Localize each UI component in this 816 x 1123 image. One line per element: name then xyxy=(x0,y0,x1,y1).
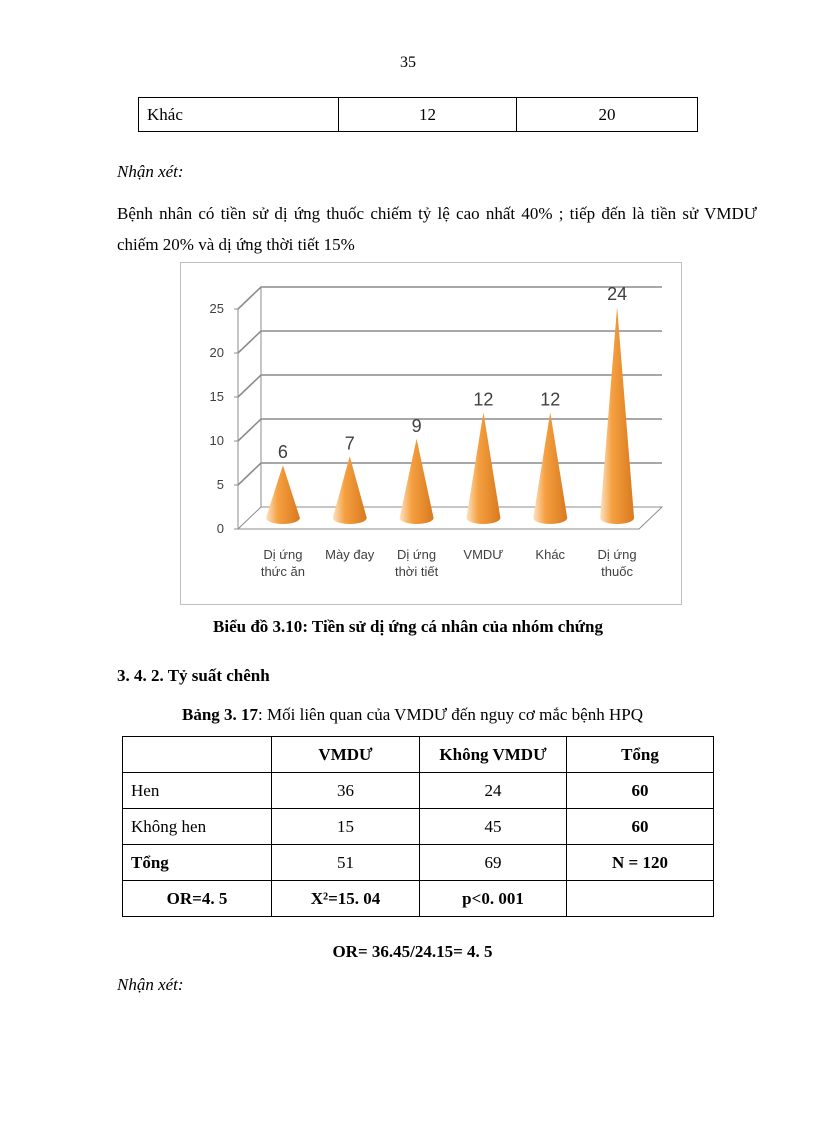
chart-floor xyxy=(238,507,662,529)
y-tick-label: 5 xyxy=(216,477,224,492)
table-row xyxy=(123,809,714,845)
table-caption-text: : Mối liên quan của VMDƯ đến nguy cơ mắc bệnh HPQ xyxy=(258,705,643,724)
table-cell: 36 xyxy=(272,773,420,809)
table-row xyxy=(123,845,714,881)
data-label: 12 xyxy=(473,389,494,410)
x-tick-label: thời tiết xyxy=(394,564,439,579)
cone-bar xyxy=(466,412,500,524)
section-heading: 3. 4. 2. Tỷ suất chênh xyxy=(117,666,270,685)
chart-caption xyxy=(0,617,816,637)
remark-paragraph: Bệnh nhân có tiền sử dị ứng thuốc chiếm tỷ lệ cao nhất 40% ; tiếp đến là tiền sử VMDƯ chiếm 20% và dị ứng thời tiết 15% xyxy=(117,204,757,254)
x-tick-label: Dị ứng xyxy=(263,547,303,562)
top-table-fragment xyxy=(138,97,698,132)
data-label: 7 xyxy=(344,433,355,454)
x-tick-label: thức ăn xyxy=(260,564,305,579)
data-label: 9 xyxy=(411,415,422,436)
table-cell xyxy=(567,881,714,917)
table-cell: X²=15. 04 xyxy=(272,881,420,917)
x-tick-label: Khác xyxy=(535,547,566,562)
cone-bar xyxy=(266,465,300,524)
table-stats-row xyxy=(123,881,714,917)
table-cell: Tổng xyxy=(123,845,272,881)
cone-bar xyxy=(400,439,434,524)
table-caption xyxy=(182,705,643,725)
table-header-cell: Không VMDƯ xyxy=(420,737,567,773)
table-header-cell: VMDƯ xyxy=(272,737,420,773)
x-tick-label: VMDƯ xyxy=(463,547,504,562)
cone-body xyxy=(266,465,300,524)
remark-label-2: Nhận xét: xyxy=(117,975,184,994)
cone-body xyxy=(400,439,434,524)
table-cell: 20 xyxy=(517,98,698,132)
table-cell: Không hen xyxy=(123,809,272,845)
cone-bar-chart xyxy=(181,263,681,604)
table-cell: 51 xyxy=(272,845,420,881)
gridline xyxy=(238,419,662,441)
gridline xyxy=(238,375,662,397)
table-cell: p<0. 001 xyxy=(420,881,567,917)
table-caption-number: Bảng 3. 17 xyxy=(182,705,259,724)
cone-bar xyxy=(333,456,367,524)
table-cell: Khác xyxy=(139,98,339,132)
table-header-row xyxy=(123,737,714,773)
y-tick-label: 20 xyxy=(209,345,224,360)
chart-frame xyxy=(180,262,682,605)
x-tick-label: Dị ứng xyxy=(597,547,637,562)
table-cell: 24 xyxy=(420,773,567,809)
table-cell: OR=4. 5 xyxy=(123,881,272,917)
table-cell: 60 xyxy=(567,809,714,845)
cone-body xyxy=(600,307,634,524)
table-cell: N = 120 xyxy=(567,845,714,881)
x-tick-label: thuốc xyxy=(601,564,633,579)
chart-caption-text: : Tiền sử dị ứng cá nhân của nhóm chứng xyxy=(302,617,603,636)
cone-bar xyxy=(600,307,634,524)
x-tick-label: Mày đay xyxy=(325,547,375,562)
table-cell: 69 xyxy=(420,845,567,881)
cone-body xyxy=(533,412,567,524)
y-tick-label: 10 xyxy=(209,433,224,448)
gridline xyxy=(238,287,662,309)
data-label: 12 xyxy=(540,389,561,410)
data-label: 6 xyxy=(277,442,288,463)
association-table xyxy=(122,736,714,917)
page-number: 35 xyxy=(400,54,416,71)
y-tick-label: 0 xyxy=(216,521,224,536)
cone-body xyxy=(333,456,367,524)
table-cell: 45 xyxy=(420,809,567,845)
table-cell: 60 xyxy=(567,773,714,809)
chart-caption-number: Biểu đồ 3.10 xyxy=(213,617,303,636)
cone-bar xyxy=(533,412,567,524)
gridline xyxy=(238,463,662,485)
table-cell: Hen xyxy=(123,773,272,809)
odds-ratio-formula: OR= 36.45/24.15= 4. 5 xyxy=(332,942,493,961)
table-cell: 15 xyxy=(272,809,420,845)
gridline xyxy=(238,331,662,353)
x-tick-label: Dị ứng xyxy=(397,547,437,562)
y-tick-label: 25 xyxy=(209,301,224,316)
cone-body xyxy=(466,412,500,524)
table-cell: 12 xyxy=(339,98,517,132)
remark-label: Nhận xét: xyxy=(117,162,184,181)
data-label: 24 xyxy=(607,283,628,304)
table-row xyxy=(139,98,698,132)
table-row xyxy=(123,773,714,809)
table-header-cell: Tổng xyxy=(567,737,714,773)
table-header-cell xyxy=(123,737,272,773)
y-tick-label: 15 xyxy=(209,389,224,404)
